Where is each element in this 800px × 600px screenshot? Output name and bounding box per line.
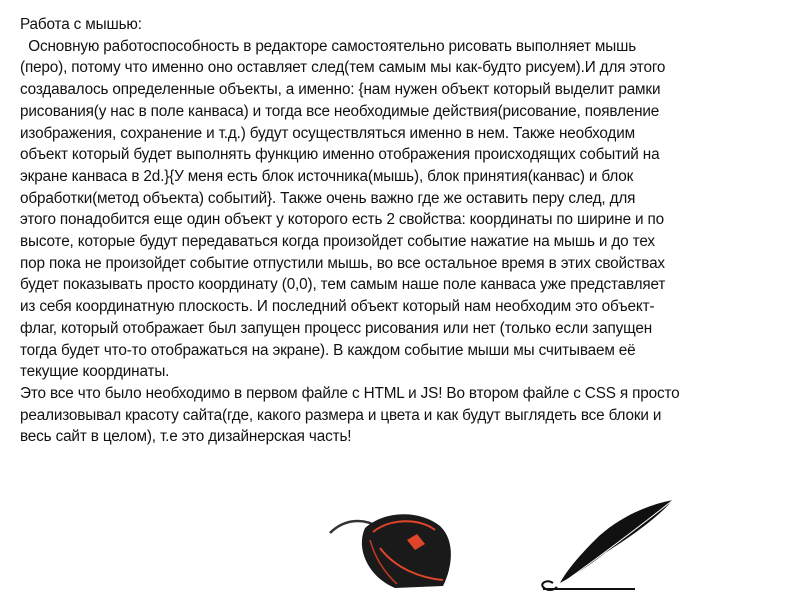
text-line: пор пока не произойдет событие отпустили мышь, во все остальное время в этих свойствах (20, 254, 665, 272)
text-line: из себя координатную плоскость. И последний объект который нам необходим это объект- (20, 298, 655, 316)
text-line: (перо), потому что именно оно оставляет след(тем самым мы как-будто рисуем).И для этого (20, 59, 666, 77)
text-line: рисования(у нас в поле канваса) и тогда все необходимые действия(рисование, появление (20, 102, 660, 120)
text-line: текущие координаты. (20, 363, 170, 381)
text-line: обработки(метод объекта) событий}. Также очень важно где же оставить перу след, для (20, 189, 636, 207)
text-line: флаг, который отображает был запущен процесс рисования или нет (только если запущен (20, 319, 652, 337)
text-line: реализовывал красоту сайта(где, какого размера и цвета и как будут выглядеть все блоки и (20, 406, 662, 424)
text-line: Основную работоспособность в редакторе самостоятельно рисовать выполняет мышь (20, 37, 637, 55)
gaming-mouse-icon (325, 488, 465, 593)
text-line: весь сайт в целом), т.е это дизайнерская часть! (20, 428, 352, 446)
text-line: высоте, которые будут передаваться когда произойдет событие нажатие на мышь и до тех (20, 233, 655, 251)
text-line: тогда будет что-то отображаться на экране). В каждом событие мыши мы считываем её (20, 341, 636, 359)
text-line: объект который будет выполнять функцию именно отображения происходящих событий на (20, 146, 660, 164)
text-line: будет показывать просто координату (0,0), тем самым наше поле канваса уже представляет (20, 276, 666, 294)
text-line: Это все что было необходимо в первом файле с HTML и JS! Во втором файле с CSS я просто (20, 384, 680, 402)
text-line: этого понадобится еще один объект у которого есть 2 свойства: координаты по ширине и по (20, 211, 665, 229)
quill-pen-icon (535, 495, 685, 595)
text-line: экране канваса в 2d.}{У меня есть блок источника(мышь), блок принятия(канвас) и блок (20, 167, 634, 185)
text-line: Работа с мышью: (20, 16, 142, 33)
text-line: изображения, сохранение и т.д.) будут осуществляться именно в нем. Также необходим (20, 124, 635, 142)
document-body (20, 14, 790, 448)
text-line: создавалось определенные объекты, а именно: {нам нужен объект который выделит рамки (20, 81, 661, 99)
